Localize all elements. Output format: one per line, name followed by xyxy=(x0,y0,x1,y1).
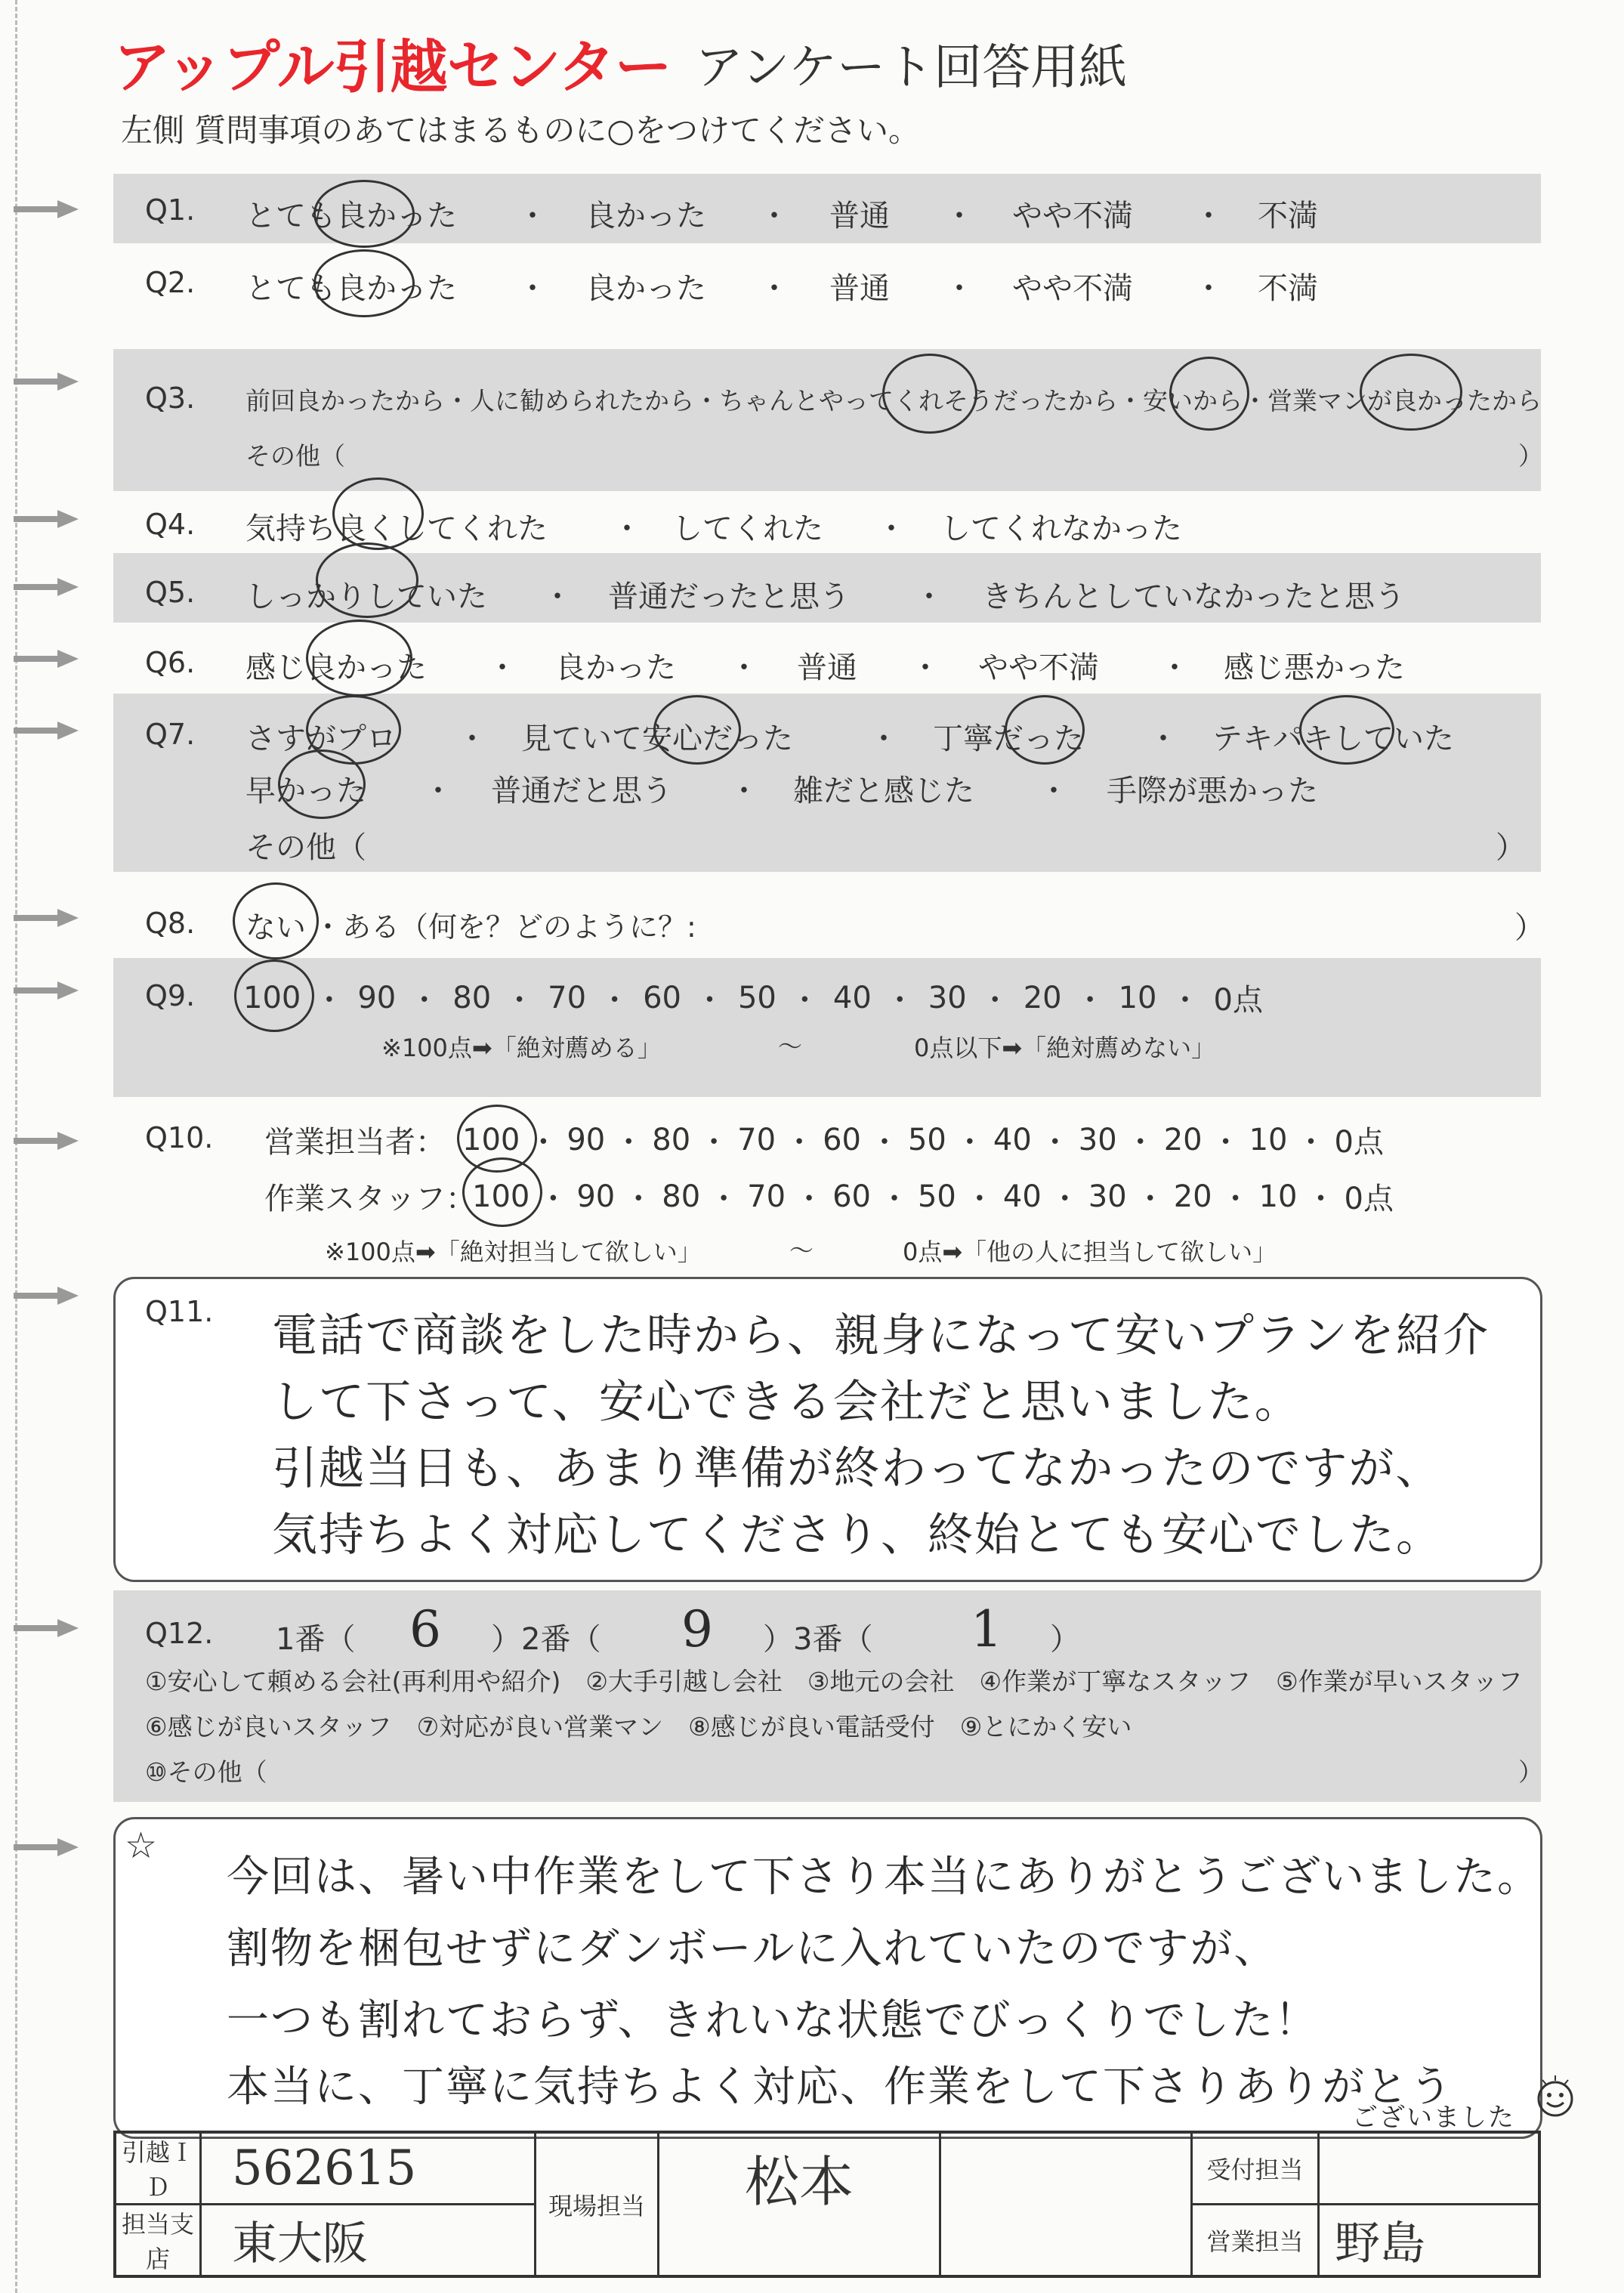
q8-close: ） xyxy=(1514,910,1545,945)
q4-option[interactable]: 気持ち良くしてくれた xyxy=(245,511,548,546)
score[interactable]: 80 xyxy=(652,1122,691,1157)
selection-circle xyxy=(1299,695,1394,765)
q4-option[interactable]: してくれなかった xyxy=(940,511,1182,546)
arrow-icon xyxy=(14,1284,79,1307)
score[interactable]: 60 xyxy=(832,1179,871,1214)
q12-rank1[interactable]: 6 xyxy=(409,1600,443,1658)
q6-option[interactable]: やや不満 xyxy=(978,651,1099,685)
q10-tilde: 〜 xyxy=(789,1236,814,1265)
score[interactable]: 60 xyxy=(643,980,681,1015)
score[interactable]: 40 xyxy=(993,1122,1032,1157)
q1-option[interactable]: やや不満 xyxy=(1012,199,1133,233)
q12-rank2-label: ）2番（ xyxy=(491,1622,601,1657)
score[interactable]: 20 xyxy=(1163,1122,1203,1157)
q2-option[interactable]: 普通 xyxy=(829,271,890,306)
q9-note-right: 0点以下➡「絶対薦めない」 xyxy=(914,1034,1216,1062)
q7-option[interactable]: 丁寧だった xyxy=(933,722,1084,756)
q10-staff-row: 100 ・ 90 ・ 80 ・ 70 ・ 60 ・ 50 ・ 40 ・ 30 ・ 20 ・ 10 ・ 0点 xyxy=(472,1175,1394,1218)
q7-option[interactable]: 早かった xyxy=(245,774,366,808)
q7-option[interactable]: 見ていて安心だった xyxy=(521,722,793,756)
score[interactable]: 80 xyxy=(662,1179,701,1214)
q11-line: して下さって、安心できる会社だと思いました。 xyxy=(272,1376,1301,1429)
q5-label: Q5. xyxy=(145,576,196,609)
q9-label: Q9. xyxy=(145,979,196,1012)
q8-option-yes[interactable]: ・ある（何を？どのように？: xyxy=(313,910,696,944)
score[interactable]: 100 xyxy=(243,980,301,1015)
q6-option[interactable]: 感じ悪かった xyxy=(1224,651,1405,685)
score[interactable]: 10 xyxy=(1118,980,1157,1015)
score[interactable]: 70 xyxy=(747,1179,786,1214)
q10-sales-label: 営業担当者： xyxy=(264,1125,446,1160)
sales[interactable]: 野島 xyxy=(1319,2205,1540,2277)
score[interactable]: 50 xyxy=(737,980,776,1015)
q3-label: Q3. xyxy=(145,382,196,415)
score[interactable]: 0点 xyxy=(1344,1182,1394,1216)
q3-other[interactable]: その他（ xyxy=(245,441,345,471)
selection-circle xyxy=(882,354,977,434)
reception-label: 受付担当 xyxy=(1192,2132,1319,2205)
site-staff[interactable]: 松本 xyxy=(659,2132,940,2276)
arrow-icon xyxy=(14,508,79,530)
q1-option[interactable]: 不満 xyxy=(1258,199,1318,233)
score[interactable]: 100 xyxy=(472,1179,530,1214)
q9-note-left: ※100点➡「絶対薦める」 xyxy=(381,1034,662,1062)
q12-other[interactable]: ⑩その他（ xyxy=(145,1757,267,1787)
score[interactable]: 30 xyxy=(928,980,967,1015)
arrow-icon xyxy=(14,576,79,598)
arrow-icon xyxy=(14,1836,79,1859)
move-id-label: 引越ＩＤ xyxy=(115,2132,201,2205)
q4-label: Q4. xyxy=(145,508,196,541)
q5-option[interactable]: 普通だったと思う xyxy=(608,579,850,614)
score[interactable]: 20 xyxy=(1173,1179,1212,1214)
score[interactable]: 60 xyxy=(823,1122,861,1157)
score[interactable]: 20 xyxy=(1023,980,1062,1015)
q12-rank3[interactable]: 1 xyxy=(971,1600,1004,1658)
score[interactable]: 40 xyxy=(832,980,872,1015)
q1-option[interactable]: 普通 xyxy=(829,199,890,233)
arrow-icon xyxy=(14,198,79,221)
q1-option[interactable]: 良かった xyxy=(585,199,706,233)
q1-label: Q1. xyxy=(145,193,196,227)
score[interactable]: 100 xyxy=(462,1122,520,1157)
q9-score-row: 100 ・ 90 ・ 80 ・ 70 ・ 60 ・ 50 ・ 40 ・ 30 ・ 20 ・ 10 ・ 0点 xyxy=(243,976,1263,1019)
blank-cell xyxy=(940,2132,1192,2276)
selection-circle xyxy=(313,249,415,317)
arrow-icon xyxy=(14,1617,79,1639)
comment-line: 本当に、丁寧に気持ちよく対応、作業をして下さりありがとう xyxy=(227,2063,1453,2112)
q2-option[interactable]: 不満 xyxy=(1258,271,1318,306)
move-id[interactable]: 562615 xyxy=(201,2132,536,2205)
company-name: アップル引越センター xyxy=(113,33,672,100)
comment-tail: ございました xyxy=(1352,2103,1515,2133)
q7-other[interactable]: その他（ xyxy=(245,830,366,865)
q2-option[interactable]: やや不満 xyxy=(1012,271,1133,306)
score[interactable]: 0点 xyxy=(1213,983,1263,1018)
selection-circle xyxy=(1005,695,1085,765)
arrow-icon xyxy=(14,979,79,1002)
selection-circle xyxy=(1169,357,1249,431)
q9-tilde: 〜 xyxy=(778,1032,803,1061)
score[interactable]: 90 xyxy=(576,1179,616,1214)
q11-line: 電話で商談をした時から、親身になって安いプランを紹介 xyxy=(272,1309,1490,1362)
q7-option[interactable]: 手際が悪かった xyxy=(1107,774,1318,808)
q11-label: Q11. xyxy=(145,1295,214,1328)
q12-choices: ⑥感じが良いスタッフ ⑦対応が良い営業マン ⑧感じが良い電話受付 ⑨とにかく安い xyxy=(145,1712,1132,1741)
q7-option[interactable]: テキパキしていた xyxy=(1212,722,1454,756)
q4-option[interactable]: してくれた xyxy=(672,511,823,546)
score[interactable]: 40 xyxy=(1002,1179,1042,1214)
selection-circle xyxy=(313,180,415,248)
q2-label: Q2. xyxy=(145,266,196,299)
form-title: アンケート回答用紙 xyxy=(695,40,1128,96)
selection-circle xyxy=(234,960,314,1032)
selection-circle xyxy=(316,542,418,618)
q10-note-left: ※100点➡「絶対担当して欲しい」 xyxy=(325,1238,702,1266)
q12-other-close: ） xyxy=(1518,1757,1543,1787)
instruction-text: 左側 質問事項のあてはまるものに○をつけてください。 xyxy=(121,112,920,149)
q12-rank3-label: ）3番（ xyxy=(763,1622,873,1657)
q10-note-right: 0点➡「他の人に担当して欲しい」 xyxy=(903,1238,1277,1266)
q5-option[interactable]: きちんとしていなかったと思う xyxy=(982,579,1405,614)
q7-option[interactable]: 雑だと感じた xyxy=(793,774,974,808)
q3-options[interactable]: 前回良かったから・人に勧められたから・ちゃんとやってくれそうだったから・安いから・営業マンが良かったから xyxy=(245,386,1542,416)
q2-option[interactable]: とても良かった xyxy=(245,271,457,306)
q6-option[interactable]: 普通 xyxy=(797,651,857,685)
q8-label: Q8. xyxy=(145,907,196,940)
score[interactable]: 70 xyxy=(737,1122,776,1157)
score[interactable]: 50 xyxy=(917,1179,956,1214)
score[interactable]: 50 xyxy=(907,1122,946,1157)
selection-circle xyxy=(332,477,424,550)
comment-line: 割物を梱包せずにダンボールに入れていたのですが、 xyxy=(227,1924,1278,1973)
q7-option[interactable]: さすがプロ xyxy=(245,722,397,756)
q3-other-close: ） xyxy=(1518,441,1543,471)
arrow-icon xyxy=(14,1130,79,1152)
score[interactable]: 80 xyxy=(452,980,492,1015)
score[interactable]: 0点 xyxy=(1334,1125,1384,1160)
selection-circle xyxy=(653,695,741,765)
q7-other-close: ） xyxy=(1496,830,1526,865)
arrow-icon xyxy=(14,907,79,929)
branch-label: 担当支店 xyxy=(115,2205,201,2277)
arrow-icon xyxy=(14,647,79,670)
selection-circle xyxy=(1360,354,1462,431)
q2-option[interactable]: 良かった xyxy=(585,271,706,306)
smiley-icon xyxy=(1532,2074,1579,2121)
comment-line: 一つも割れておらず、きれいな状態でびっくりでした！ xyxy=(227,1996,1319,2045)
q12-rank2[interactable]: 9 xyxy=(681,1600,715,1658)
reception[interactable] xyxy=(1319,2132,1540,2205)
q11-line: 引越当日も、あまり準備が終わってなかったのですが、 xyxy=(272,1442,1443,1495)
q1-option[interactable]: とても良かった xyxy=(245,199,457,233)
office-use-table xyxy=(113,2131,1541,2278)
score[interactable]: 30 xyxy=(1078,1122,1117,1157)
site-staff-label: 現場担当 xyxy=(536,2132,659,2276)
q6-option[interactable]: 感じ良かった xyxy=(245,651,427,685)
selection-circle xyxy=(233,882,319,960)
score[interactable]: 10 xyxy=(1258,1179,1298,1214)
q12-rank1-label: 1番（ xyxy=(276,1622,356,1657)
sales-label: 営業担当 xyxy=(1192,2205,1319,2277)
q8-option-none[interactable]: ない xyxy=(245,910,306,945)
arrow-icon xyxy=(14,370,79,393)
q12-label: Q12. xyxy=(145,1617,214,1650)
q12-choices: ①安心して頼める会社(再利用や紹介) ②大手引越し会社 ③地元の会社 ④作業が丁寧なスタッフ ⑤作業が早いスタッフ xyxy=(145,1667,1523,1696)
selection-circle xyxy=(306,620,412,697)
star-icon: ☆ xyxy=(125,1825,158,1867)
selection-circle xyxy=(278,749,366,819)
comment-line: 今回は、暑い中作業をして下さり本当にありがとうございました。 xyxy=(227,1853,1541,1902)
score[interactable]: 70 xyxy=(548,980,587,1015)
score[interactable]: 90 xyxy=(567,1122,606,1157)
score[interactable]: 90 xyxy=(357,980,397,1015)
q6-label: Q6. xyxy=(145,646,196,679)
branch[interactable]: 東大阪 xyxy=(201,2205,536,2277)
score[interactable]: 10 xyxy=(1249,1122,1288,1157)
q6-option[interactable]: 良かった xyxy=(555,651,676,685)
q7-option[interactable]: 普通だと思う xyxy=(491,774,672,808)
q10-staff-label: 作業スタッフ： xyxy=(264,1182,476,1216)
selection-circle xyxy=(462,1157,542,1227)
q5-option[interactable]: しっかりしていた xyxy=(245,579,487,614)
score[interactable]: 30 xyxy=(1088,1179,1127,1214)
arrow-icon xyxy=(14,719,79,742)
q10-label: Q10. xyxy=(145,1121,214,1154)
q10-sales-row: 100 ・ 90 ・ 80 ・ 70 ・ 60 ・ 50 ・ 40 ・ 30 ・ 20 ・ 10 ・ 0点 xyxy=(462,1118,1384,1161)
q11-line: 気持ちよく対応してくださり、終始とても安心でした。 xyxy=(272,1509,1443,1562)
q7-label: Q7. xyxy=(145,718,196,751)
q12-rank-close: ） xyxy=(1050,1622,1080,1657)
